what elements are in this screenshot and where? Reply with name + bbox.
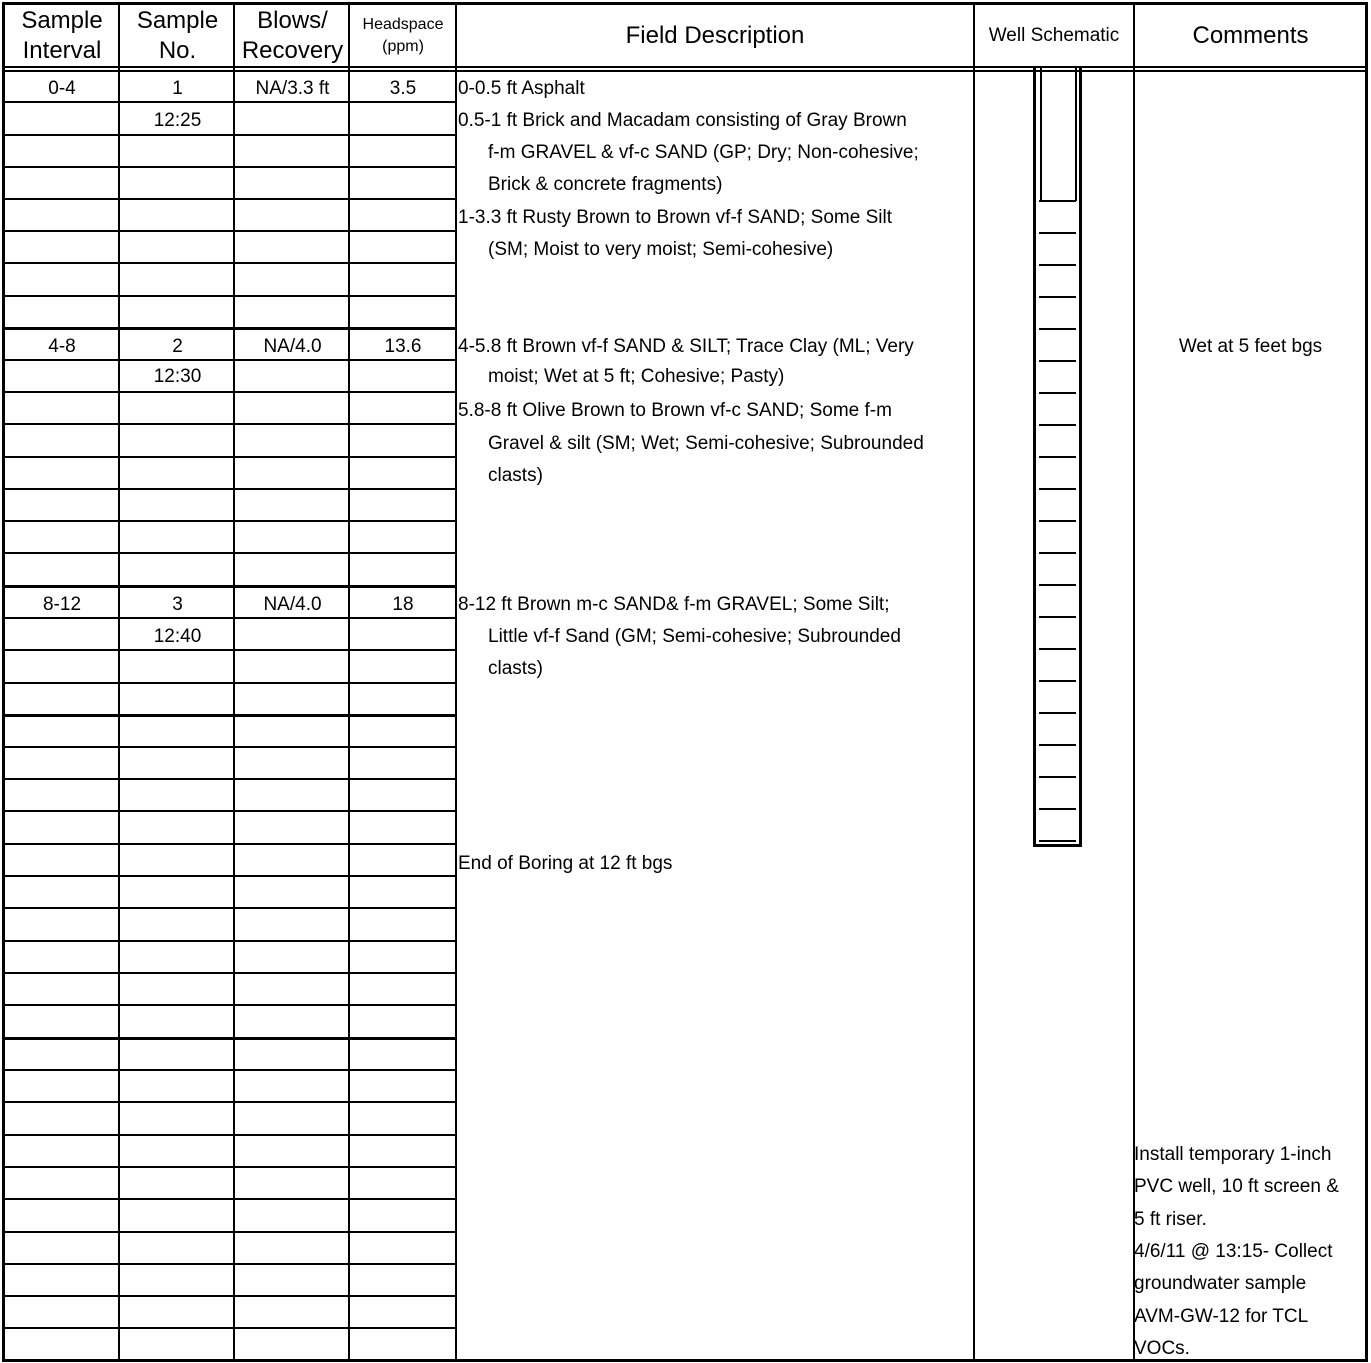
header-sample-interval bbox=[4, 4, 120, 68]
sample-2-blows-recovery: NA/4.0 bbox=[263, 336, 322, 357]
row-rule bbox=[2, 230, 455, 232]
sample-3-headspace: 18 bbox=[392, 594, 414, 615]
screen-slot bbox=[1039, 328, 1076, 330]
sample-3-no: 3 bbox=[172, 594, 183, 615]
screen-slot bbox=[1039, 552, 1076, 554]
desc-line-13: Little vf-f Sand (GM; Semi-cohesive; Subrounded bbox=[488, 626, 901, 647]
row-rule bbox=[2, 778, 455, 780]
row-rule bbox=[2, 456, 455, 458]
row-rule bbox=[2, 746, 455, 748]
screen-slot bbox=[1039, 456, 1076, 458]
row-rule bbox=[2, 262, 455, 264]
sample-2-no: 2 bbox=[172, 336, 183, 357]
row-rule bbox=[2, 875, 455, 877]
row-rule bbox=[2, 1004, 455, 1006]
row-rule bbox=[2, 1101, 455, 1103]
desc-line-6: (SM; Moist to very moist; Semi-cohesive) bbox=[488, 239, 834, 260]
sample-3-blows-recovery: NA/4.0 bbox=[263, 594, 322, 615]
screen-slot bbox=[1039, 840, 1076, 842]
screen-slot bbox=[1039, 520, 1076, 522]
desc-line-15: End of Boring at 12 ft bgs bbox=[458, 853, 673, 874]
comment-install-1: Install temporary 1-inch bbox=[1134, 1144, 1332, 1165]
sample-1-blows-recovery: NA/3.3 ft bbox=[255, 78, 330, 99]
row-rule bbox=[2, 327, 455, 330]
comment-install-6: AVM-GW-12 for TCL bbox=[1134, 1306, 1309, 1327]
screen-slot bbox=[1039, 424, 1076, 426]
column-divider bbox=[973, 2, 975, 1361]
header-well-schematic bbox=[974, 4, 1134, 68]
row-rule bbox=[2, 1037, 455, 1040]
row-rule bbox=[2, 940, 455, 942]
header-field-description bbox=[456, 4, 974, 68]
row-rule bbox=[2, 295, 455, 297]
row-rule bbox=[2, 488, 455, 490]
row-rule bbox=[2, 1295, 455, 1297]
comment-install-5: groundwater sample bbox=[1134, 1273, 1307, 1294]
header-headspace bbox=[350, 4, 456, 68]
desc-line-3: f-m GRAVEL & vf-c SAND (GP; Dry; Non-cohesive; bbox=[488, 142, 919, 163]
sample-3-interval: 8-12 bbox=[42, 594, 82, 615]
comment-install-2: PVC well, 10 ft screen & bbox=[1134, 1176, 1339, 1197]
row-rule bbox=[2, 1327, 455, 1329]
desc-line-11: clasts) bbox=[488, 465, 543, 486]
row-rule bbox=[2, 520, 455, 522]
comment-install-3: 5 ft riser. bbox=[1134, 1209, 1207, 1230]
screen-slot bbox=[1039, 776, 1076, 778]
row-rule bbox=[2, 843, 455, 845]
row-rule bbox=[2, 1134, 455, 1136]
desc-line-9: 5.8-8 ft Olive Brown to Brown vf-c SAND; Some f-m bbox=[458, 400, 892, 421]
row-rule bbox=[2, 552, 455, 554]
row-rule bbox=[2, 1069, 455, 1071]
row-rule bbox=[2, 1166, 455, 1168]
screen-slot bbox=[1039, 392, 1076, 394]
table-border-right bbox=[1365, 2, 1368, 1361]
desc-line-1: 0-0.5 ft Asphalt bbox=[458, 78, 585, 99]
header-comments bbox=[1134, 4, 1367, 68]
row-rule bbox=[2, 198, 455, 200]
row-rule bbox=[2, 391, 455, 393]
well-riser-inner bbox=[1040, 68, 1077, 201]
row-rule bbox=[2, 166, 455, 168]
sample-1-headspace: 3.5 bbox=[389, 78, 417, 99]
screen-slot bbox=[1039, 808, 1076, 810]
screen-slot bbox=[1039, 744, 1076, 746]
header-rule-2 bbox=[2, 70, 1368, 72]
column-divider bbox=[455, 2, 457, 1361]
header-field-description-text: Field Description bbox=[625, 22, 805, 49]
header-sample-no bbox=[120, 4, 235, 68]
sample-1-no: 1 bbox=[172, 78, 183, 99]
screen-slot bbox=[1039, 232, 1076, 234]
header-blows-recovery bbox=[235, 4, 350, 68]
desc-line-7: 4-5.8 ft Brown vf-f SAND & SILT; Trace Clay (ML; Very bbox=[458, 336, 914, 357]
screen-slot bbox=[1039, 712, 1076, 714]
row-rule bbox=[2, 907, 455, 909]
sample-1-interval: 0-4 bbox=[48, 78, 76, 99]
sample-2-interval: 4-8 bbox=[48, 336, 76, 357]
header-sample-no-line1: Sample bbox=[136, 7, 219, 34]
header-headspace-line1: Headspace bbox=[362, 16, 444, 33]
header-comments-text: Comments bbox=[1192, 22, 1309, 49]
screen-slot bbox=[1039, 680, 1076, 682]
header-sample-no-line2: No. bbox=[158, 37, 197, 64]
screen-slot bbox=[1039, 200, 1076, 202]
desc-line-12: 8-12 ft Brown m-c SAND& f-m GRAVEL; Some Silt; bbox=[458, 594, 890, 615]
header-headspace-line2: (ppm) bbox=[382, 38, 424, 55]
row-rule bbox=[2, 972, 455, 974]
row-rule bbox=[2, 810, 455, 812]
screen-slot bbox=[1039, 616, 1076, 618]
comment-install-7: VOCs. bbox=[1134, 1338, 1190, 1359]
desc-line-8: moist; Wet at 5 ft; Cohesive; Pasty) bbox=[488, 366, 785, 387]
screen-slot bbox=[1039, 648, 1076, 650]
header-well-schematic-text: Well Schematic bbox=[988, 25, 1120, 46]
screen-slot bbox=[1039, 488, 1076, 490]
comment-install-4: 4/6/11 @ 13:15- Collect bbox=[1134, 1241, 1333, 1262]
desc-line-10: Gravel & silt (SM; Wet; Semi-cohesive; Subrounded bbox=[488, 433, 924, 454]
sample-1-time: 12:25 bbox=[153, 110, 202, 131]
sample-2-headspace: 13.6 bbox=[384, 336, 422, 357]
screen-slot bbox=[1039, 584, 1076, 586]
header-blows-line2: Recovery bbox=[241, 37, 344, 64]
row-rule bbox=[2, 423, 455, 425]
sample-2-time: 12:30 bbox=[153, 366, 202, 387]
header-sample-interval-line2: Interval bbox=[22, 37, 102, 64]
screen-slot bbox=[1039, 296, 1076, 298]
row-rule bbox=[2, 714, 455, 717]
row-rule bbox=[2, 585, 455, 588]
screen-slot bbox=[1039, 360, 1076, 362]
screen-slot bbox=[1039, 264, 1076, 266]
header-sample-interval-line1: Sample bbox=[21, 7, 103, 34]
row-rule bbox=[2, 1198, 455, 1200]
desc-line-5: 1-3.3 ft Rusty Brown to Brown vf-f SAND; Some Silt bbox=[458, 207, 892, 228]
desc-line-14: clasts) bbox=[488, 658, 543, 679]
row-rule bbox=[2, 682, 455, 684]
desc-line-4: Brick & concrete fragments) bbox=[488, 174, 723, 195]
sample-3-time: 12:40 bbox=[153, 626, 202, 647]
desc-line-2: 0.5-1 ft Brick and Macadam consisting of Gray Brown bbox=[458, 110, 907, 131]
comment-wet: Wet at 5 feet bgs bbox=[1178, 336, 1323, 357]
row-rule bbox=[2, 1263, 455, 1265]
header-blows-line1: Blows/ bbox=[257, 7, 328, 34]
row-rule bbox=[2, 1231, 455, 1233]
